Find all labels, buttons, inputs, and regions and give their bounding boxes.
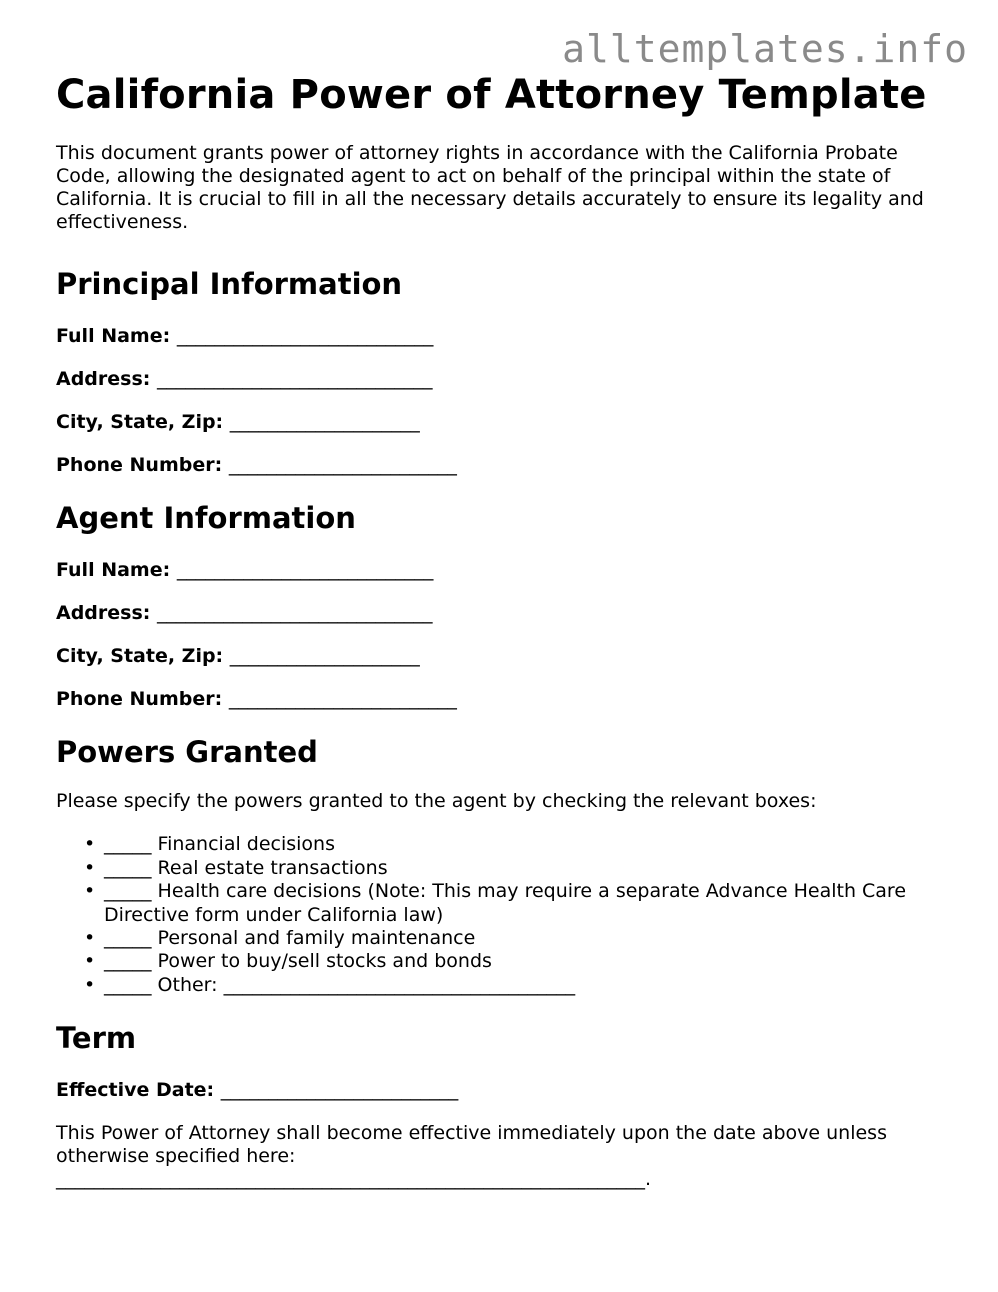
power-item-text: _____ Real estate transactions bbox=[104, 856, 388, 879]
power-item-text: _____ Health care decisions (Note: This may require a separate Advance Health Care Directive form under California law) bbox=[104, 880, 907, 926]
power-item-family-maintenance[interactable] bbox=[56, 927, 946, 950]
field-blank[interactable]: ___________________________ bbox=[176, 324, 434, 347]
power-item-health-care[interactable] bbox=[56, 880, 946, 927]
field-blank[interactable]: _________________________ bbox=[220, 1079, 459, 1102]
field-blank[interactable]: _____________________________ bbox=[157, 367, 433, 390]
agent-fields bbox=[56, 559, 946, 711]
document-page bbox=[56, 72, 946, 1191]
principal-full-name-field[interactable] bbox=[56, 325, 946, 348]
intro-paragraph: This document grants power of attorney rights in accordance with the California Probate Code, allowing the designated agent to act on behalf of the principal within the state of California. It is crucial to fill in all the necessary details accurately to ensure its legality and effectiveness. bbox=[56, 142, 924, 233]
powers-heading: Powers Granted bbox=[56, 734, 318, 769]
term-specify-line[interactable]: ______________________________________________________________. bbox=[56, 1168, 652, 1191]
powers-list bbox=[56, 833, 946, 997]
principal-address-field[interactable] bbox=[56, 368, 946, 391]
power-item-text: _____ Power to buy/sell stocks and bonds bbox=[104, 950, 492, 973]
bullet-icon: • bbox=[84, 880, 96, 903]
agent-heading: Agent Information bbox=[56, 500, 356, 535]
field-blank[interactable]: ___________________________ bbox=[176, 558, 434, 581]
bullet-icon: • bbox=[84, 927, 96, 950]
field-blank[interactable]: ________________________ bbox=[228, 453, 457, 476]
powers-instruction: Please specify the powers granted to the agent by checking the relevant boxes: bbox=[56, 790, 817, 813]
principal-phone-field[interactable] bbox=[56, 454, 946, 477]
principal-heading: Principal Information bbox=[56, 267, 403, 301]
principal-city-state-zip-field[interactable] bbox=[56, 411, 946, 434]
field-label: Full Name: bbox=[56, 324, 171, 347]
bullet-icon: • bbox=[84, 833, 96, 856]
agent-address-field[interactable] bbox=[56, 602, 946, 625]
field-blank[interactable]: ____________________ bbox=[229, 410, 420, 433]
field-label: City, State, Zip: bbox=[56, 410, 224, 433]
field-label: City, State, Zip: bbox=[56, 644, 224, 667]
field-label: Phone Number: bbox=[56, 687, 223, 710]
power-item-financial[interactable] bbox=[56, 833, 946, 856]
field-label: Phone Number: bbox=[56, 453, 223, 476]
bullet-icon: • bbox=[84, 950, 96, 973]
page-title: California Power of Attorney Template bbox=[56, 72, 927, 118]
power-item-real-estate[interactable] bbox=[56, 857, 946, 880]
term-statement: This Power of Attorney shall become effective immediately upon the date above unless otherwise specified here: bbox=[56, 1122, 887, 1168]
bullet-icon: • bbox=[84, 973, 96, 996]
field-label: Address: bbox=[56, 601, 151, 624]
principal-fields bbox=[56, 325, 946, 477]
field-label: Address: bbox=[56, 367, 151, 390]
agent-city-state-zip-field[interactable] bbox=[56, 645, 946, 668]
field-blank[interactable]: ________________________ bbox=[228, 687, 457, 710]
agent-full-name-field[interactable] bbox=[56, 559, 946, 582]
bullet-icon: • bbox=[84, 856, 96, 879]
field-blank[interactable]: _____________________________ bbox=[157, 601, 433, 624]
power-item-text: _____ Other: _____________________________________ bbox=[104, 973, 576, 996]
watermark: alltemplates.info bbox=[562, 27, 968, 71]
field-blank[interactable]: ____________________ bbox=[229, 644, 420, 667]
effective-date-field[interactable] bbox=[56, 1079, 946, 1102]
power-item-text: _____ Financial decisions bbox=[104, 833, 335, 856]
term-heading: Term bbox=[56, 1021, 137, 1056]
power-item-stocks-bonds[interactable] bbox=[56, 950, 946, 973]
power-item-other[interactable] bbox=[56, 974, 946, 997]
power-item-text: _____ Personal and family maintenance bbox=[104, 927, 476, 950]
field-label: Full Name: bbox=[56, 558, 171, 581]
agent-phone-field[interactable] bbox=[56, 688, 946, 711]
field-label: Effective Date: bbox=[56, 1079, 215, 1102]
